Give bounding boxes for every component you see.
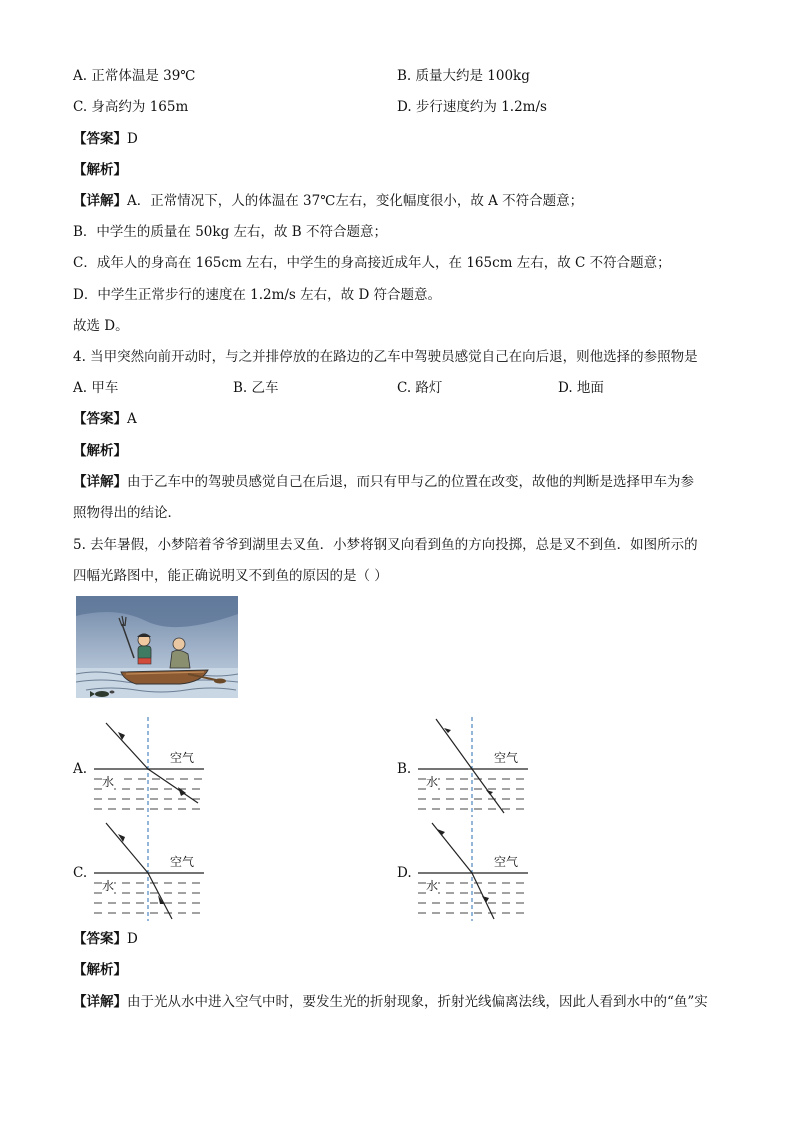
diagram-a-label: A.	[73, 761, 88, 777]
answer-value: D	[127, 931, 138, 947]
detail-tag: 【详解】	[73, 193, 127, 209]
diagram-a-light-path	[94, 717, 244, 817]
diagram-c-air-label: 空气	[170, 855, 195, 869]
q4-stem: 4. 当甲突然向前开动时，与之并排停放的在路边的乙车中驾驶员感觉自己在向后退，则他选择的参照物是	[73, 349, 698, 365]
answer-value: A	[127, 411, 137, 427]
detail-text: A．正常情况下，人的体温在 37℃左右，变化幅度很小，故 A 不符合题意；	[127, 193, 584, 209]
q4-option-b: B. 乙车	[233, 380, 279, 396]
q4-answer	[73, 409, 137, 429]
diagram-d-label: D.	[397, 865, 412, 881]
q3-conclusion: 故选 D。	[73, 318, 129, 334]
q4-detail-line-2: 照物得出的结论．	[73, 505, 181, 521]
detail-tag: 【详解】	[73, 474, 127, 490]
q5-stem-line-1: 5. 去年暑假，小梦陪着爷爷到湖里去叉鱼．小梦将钢叉向看到鱼的方向投掷，总是叉不到鱼．如图所示的	[73, 537, 698, 553]
diagram-c-label: C.	[73, 865, 88, 881]
analysis-tag: 【解析】	[73, 443, 127, 459]
q4-option-c: C. 路灯	[397, 380, 443, 396]
diagram-d-water-label: 水	[426, 876, 438, 896]
analysis-tag: 【解析】	[73, 162, 127, 178]
q3-detail-line-2: B．中学生的质量在 50kg 左右，故 B 不符合题意；	[73, 224, 388, 240]
q3-detail-line-3: C．成年人的身高在 165cm 左右，中学生的身高接近成年人，在 165cm 左右，故 C 不符合题意；	[73, 255, 671, 271]
q4-detail-line-1	[73, 472, 694, 492]
q4-option-a: A. 甲车	[73, 380, 119, 396]
diagram-a-water-label: 水	[102, 772, 114, 792]
answer-tag: 【答案】	[73, 931, 127, 947]
q5-answer	[73, 929, 138, 949]
q4-analysis-tag	[73, 441, 127, 461]
diagram-a-air-label: 空气	[170, 751, 195, 765]
diagram-d-air-label: 空气	[494, 855, 519, 869]
diagram-b-label: B.	[397, 761, 412, 777]
diagram-b-air-label: 空气	[494, 751, 519, 765]
q3-option-b: B. 质量大约是 100kg	[397, 68, 530, 84]
analysis-tag: 【解析】	[73, 962, 127, 978]
detail-text: 由于光从水中进入空气中时，要发生光的折射现象，折射光线偏离法线，因此人看到水中的“鱼”实	[127, 994, 708, 1010]
answer-tag: 【答案】	[73, 411, 127, 427]
q5-analysis-tag	[73, 960, 127, 980]
q5-detail-line-1	[73, 992, 708, 1012]
q3-detail-line-4: D．中学生正常步行的速度在 1.2m/s 左右，故 D 符合题意。	[73, 287, 442, 303]
q3-option-a: A. 正常体温是 39℃	[73, 68, 196, 84]
q3-detail-line-1	[73, 191, 583, 211]
answer-value: D	[127, 131, 138, 147]
q3-option-c: C. 身高约为 165m	[73, 99, 189, 115]
q5-stem-line-2: 四幅光路图中，能正确说明叉不到鱼的原因的是（ ）	[73, 568, 388, 584]
diagram-c-light-path	[94, 821, 244, 921]
diagram-b-light-path	[418, 717, 568, 817]
q3-answer	[73, 129, 138, 149]
detail-text: 由于乙车中的驾驶员感觉自己在后退，而只有甲与乙的位置在改变，故他的判断是选择甲车为参	[127, 474, 694, 490]
q3-analysis-tag	[73, 160, 127, 180]
diagram-d-light-path	[418, 821, 568, 921]
answer-tag: 【答案】	[73, 131, 127, 147]
diagram-b-water-label: 水	[426, 772, 438, 792]
detail-tag: 【详解】	[73, 994, 127, 1010]
q4-option-d: D. 地面	[558, 380, 604, 396]
q3-option-d: D. 步行速度约为 1.2m/s	[397, 99, 547, 115]
fishing-scene-illustration	[76, 596, 238, 710]
diagram-c-water-label: 水	[102, 876, 114, 896]
